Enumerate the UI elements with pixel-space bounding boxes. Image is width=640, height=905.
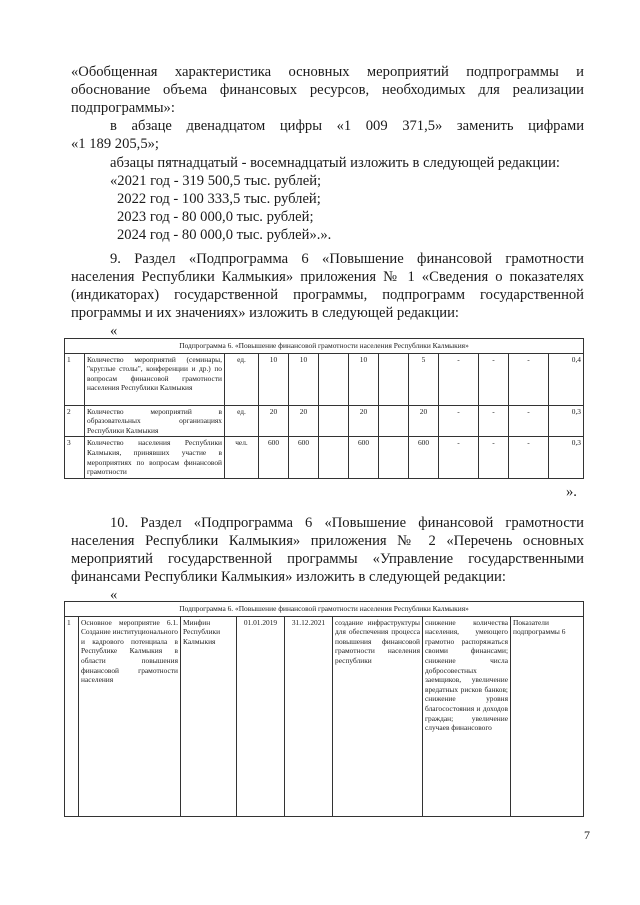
open-quote: « — [110, 323, 118, 339]
para-line: 9. Раздел «Подпрограмма 6 «Повышение финансовой грамотности — [110, 251, 584, 267]
year-2023: 2023 год - 80 000,0 тыс. рублей; — [117, 209, 314, 225]
table-header: Подпрограмма 6. «Повышение финансовой грамотности населения Республики Калмыкия» — [65, 339, 584, 354]
para-line: населения Республики Калмыкия» приложения № 2 «Перечень основных — [71, 533, 584, 549]
para-line: абзацы пятнадцатый - восемнадцатый изложить в следующей редакции: — [110, 155, 560, 171]
activities-table — [64, 601, 584, 817]
para-line: «Обобщенная характеристика основных мероприятий подпрограммы и — [71, 64, 584, 80]
para-line: 10. Раздел «Подпрограмма 6 «Повышение финансовой грамотности — [110, 515, 584, 531]
table-header: Подпрограмма 6. «Повышение финансовой грамотности населения Республики Калмыкия» — [65, 602, 584, 617]
para-line: (индикаторах) государственной программы, подпрограмм государственной — [71, 287, 584, 303]
para-line: «1 189 205,5»; — [71, 136, 159, 152]
table-row: 1 Количество мероприятий (семинары, "круглые столы", конференции и др.) по вопросам финансовой грамотности населения Республики Калмыкия ед. 10 10 10 5 - - - 0,4 — [65, 353, 584, 405]
para-line: мероприятий государственной программы «Управление государственными — [71, 551, 584, 567]
table-row: 1 Основное мероприятие 6.1. Создание институционального и кадрового потенциала в Республике Калмыкия в области повышения финансовой грамотности населения Минфин Республики Калмыкия 01.01.2019 31.12.2021 создание инфраструктуры для обеспечения процесса повышения финансовой грамотности населения республики снижение количества населения, умеющего грамотно распоряжаться своими финансами; снижение числа добросовестных заемщиков, увеличение вредатных рисков банков; снижение уровня благосостояния и доходов граждан; увеличение случаев финансового Показатели подпрограммы 6 — [65, 616, 584, 816]
table-row: 2 Количество мероприятий в образовательных организациях Республики Калмыкия ед. 20 20 20 20 - - - 0,3 — [65, 405, 584, 437]
para-line: в абзаце двенадцатом цифры «1 009 371,5» заменить цифрами — [110, 118, 584, 134]
year-2021: «2021 год - 319 500,5 тыс. рублей; — [110, 173, 322, 189]
open-quote: « — [110, 587, 118, 603]
indicators-table — [64, 338, 584, 479]
para-line: финансами Республики Калмыкия» изложить в следующей редакции: — [71, 569, 506, 585]
para-line: подпрограммы»: — [71, 100, 175, 116]
year-2024: 2024 год - 80 000,0 тыс. рублей».». — [117, 227, 332, 243]
para-line: программы и их значениях» изложить в следующей редакции: — [71, 305, 459, 321]
year-2022: 2022 год - 100 333,5 тыс. рублей; — [117, 191, 321, 207]
page-number: 7 — [584, 828, 590, 842]
close-quote: ». — [566, 484, 577, 500]
para-line: населения Республики Калмыкия» приложения № 1 «Сведения о показателях — [71, 269, 584, 285]
table-row: 3 Количество населения Республики Калмыкия, принявших участие в мероприятиях по вопросам финансовой грамотности чел. 600 600 600 600 - - - 0,3 — [65, 437, 584, 478]
para-line: обоснование объема финансовых ресурсов, необходимых для реализации — [71, 82, 584, 98]
